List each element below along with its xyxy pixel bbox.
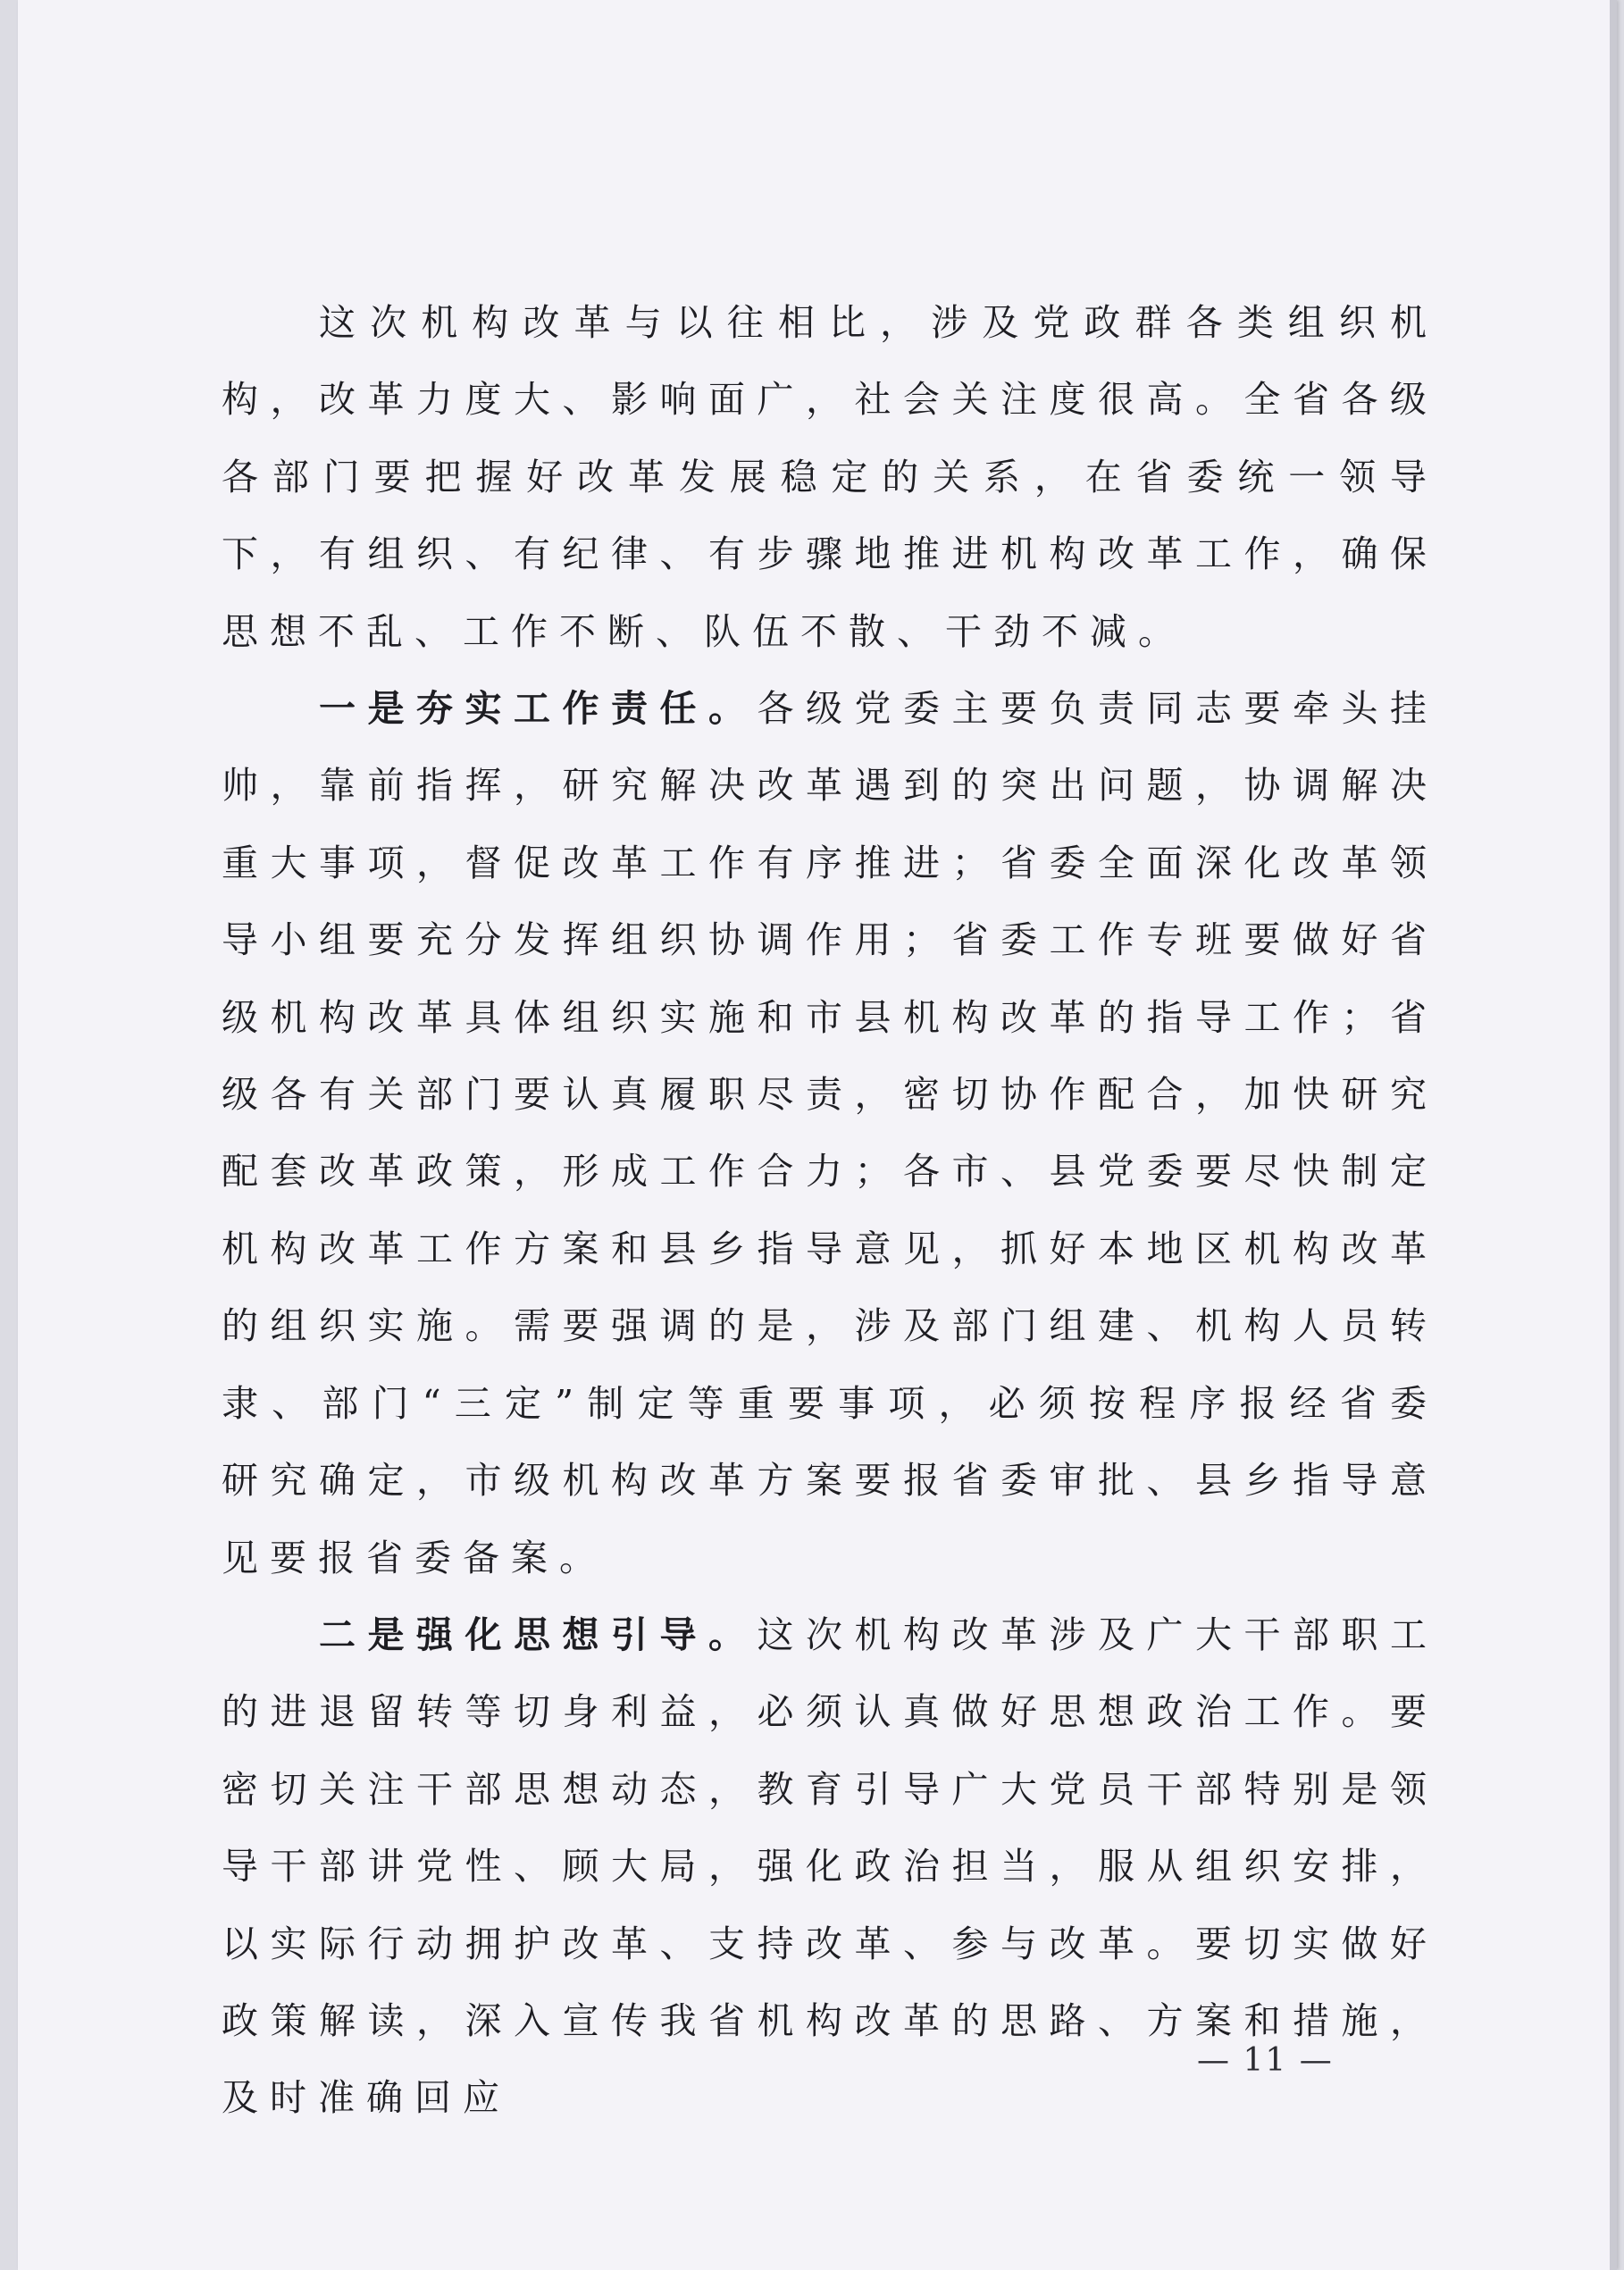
paragraph-guidance-text: 这次机构改革涉及广大干部职工的进退留转等切身利益，必须认真做好思想政治工作。要密切关注干部思想动态，教育引导广大党员干部特别是领导干部讲党性、顾大局，强化政治担当，服从组织安排，以实际行动拥护改革、支持改革、参与改革。要切实做好政策解读，深入宣传我省机构改革的思路、方案和措施，及时准确回应 — [222, 1612, 1438, 2120]
paragraph-intro-text: 这次机构改革与以往相比，涉及党政群各类组织机构，改革力度大、影响面广，社会关注度很高。全省各级各部门要把握好改革发展稳定的关系，在省委统一领导下，有组织、有纪律、有步骤地推进机构改革工作，确保思想不乱、工作不断、队伍不散、干劲不减。 — [222, 301, 1438, 653]
page-edge — [1610, 0, 1617, 2270]
paragraph-responsibility-lead: 一是夯实工作责任。 — [319, 687, 758, 731]
paragraph-guidance-lead: 二是强化思想引导。 — [319, 1612, 758, 1656]
page-number: — 11 — — [1197, 2042, 1334, 2079]
paragraph-responsibility — [222, 670, 1438, 1596]
body-text — [222, 284, 1438, 2137]
paragraph-responsibility-text: 各级党委主要负责同志要牵头挂帅，靠前指挥，研究解决改革遇到的突出问题，协调解决重大事项，督促改革工作有序推进；省委全面深化改革领导小组要充分发挥组织协调作用；省委工作专班要做好省级机构改革具体组织实施和市县机构改革的指导工作；省级各有关部门要认真履职尽责，密切协作配合，加快研究配套改革政策，形成工作合力；各市、县党委要尽快制定机构改革工作方案和县乡指导意见，抓好本地区机构改革的组织实施。需要强调的是，涉及部门组建、机构人员转隶、部门“三定”制定等重要事项，必须按程序报经省委研究确定，市级机构改革方案要报省委审批、县乡指导意见要报省委备案。 — [222, 687, 1438, 1579]
document-page — [18, 0, 1617, 2270]
paragraph-intro — [222, 284, 1438, 670]
